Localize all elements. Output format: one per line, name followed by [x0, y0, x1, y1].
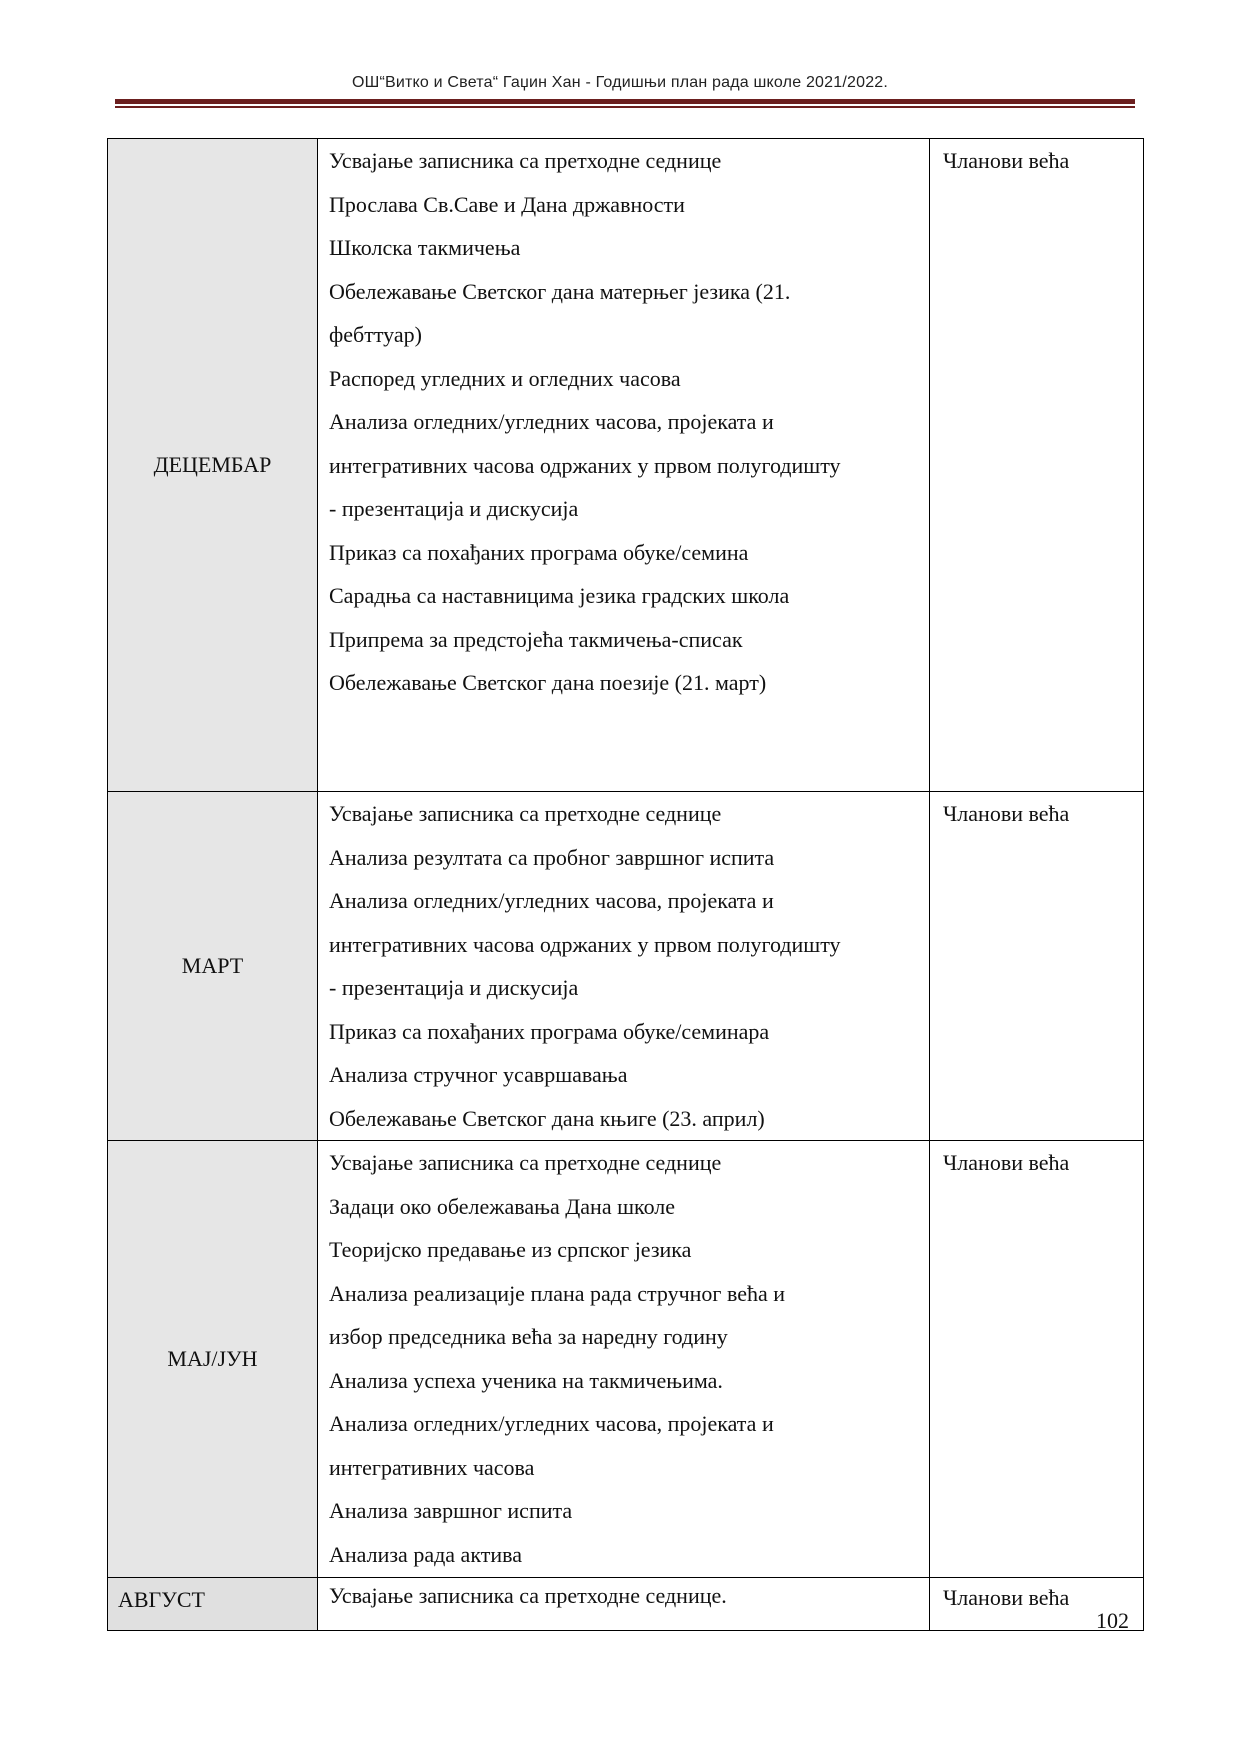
table-row: [108, 1141, 1144, 1578]
activity-item: Обележавање Светског дана књиге (23. април): [329, 1105, 765, 1131]
activity-item: Анализа рада актива: [329, 1541, 522, 1567]
activity-item: Анализа стручног усавршавања: [329, 1062, 628, 1087]
activity-item: Сарадња са наставницима језика градских школа: [329, 583, 790, 608]
members-cell: [930, 139, 1144, 792]
activity-item: Приказ са похађаних програма обуке/семина: [329, 539, 749, 565]
activities-cell: [318, 1141, 930, 1578]
activity-item: Школска такмичења: [329, 235, 521, 260]
page-number: 102: [1096, 1608, 1129, 1633]
members-cell: [930, 1141, 1144, 1578]
members-label: Чланови већа: [943, 1585, 1070, 1610]
month-cell: ДЕЦЕМБАР: [108, 139, 318, 792]
activity-item: Прослава Св.Саве и Дана државности: [329, 191, 685, 217]
activities-cell: [318, 139, 930, 792]
header-rule-thick: [115, 99, 1135, 104]
activity-item: Припрема за предстојећа такмичења-списак: [329, 626, 743, 652]
activity-item: интегративних часова одржаних у првом полугодишту: [329, 452, 841, 478]
activity-item: Анализа огледних/угледних часова, пројеката и: [329, 1411, 774, 1436]
table-row: [108, 139, 1144, 792]
activity-item: - презентација и дискусија: [329, 496, 579, 521]
activity-item: Усвајање записника са претходне седнице.: [329, 1583, 727, 1608]
header-rule-thin: [115, 106, 1135, 108]
activity-item: Анализа резултата са пробног завршног испита: [329, 844, 775, 870]
month-cell: МАЈ/ЈУН: [108, 1141, 318, 1578]
plan-table: [107, 138, 1144, 1631]
activity-item: интегративних часова одржаних у првом полугодишту: [329, 931, 841, 957]
members-cell: [930, 792, 1144, 1141]
activity-item: Обележавање Светског дана поезије (21. март): [329, 670, 767, 695]
activity-item: Усвајање записника са претходне седнице: [329, 801, 722, 826]
activity-item: Распоред угледних и огледних часова: [329, 365, 681, 391]
members-label: Чланови већа: [943, 1150, 1070, 1175]
activity-item: Анализа огледних/угледних часова, пројеката и: [329, 409, 774, 434]
activities-cell: [318, 792, 930, 1141]
activity-item: избор председника већа за наредну годину: [329, 1324, 728, 1349]
activity-item: Анализа огледних/угледних часова, пројеката и: [329, 888, 774, 913]
activity-item: Обележавање Светског дана матерњег језика (21.: [329, 278, 791, 304]
activity-item: Анализа завршног испита: [329, 1498, 573, 1523]
table-row: [108, 1578, 1144, 1631]
activity-item: фебттуар): [329, 322, 422, 347]
month-cell: МАРТ: [108, 792, 318, 1141]
activity-item: Усвајање записника са претходне седнице: [329, 148, 722, 173]
activities-cell: [318, 1578, 930, 1631]
table-row: [108, 792, 1144, 1141]
activity-item: Теоријско предавање из српског језика: [329, 1237, 692, 1262]
month-cell: АВГУСТ: [108, 1578, 318, 1631]
activity-item: Анализа успеха ученика на такмичењима.: [329, 1367, 723, 1393]
activity-item: Усвајање записника са претходне седнице: [329, 1150, 722, 1175]
members-label: Чланови већа: [943, 801, 1070, 826]
activity-item: Анализа реализације плана рада стручног већа и: [329, 1280, 786, 1306]
activity-item: Приказ са похађаних програма обуке/семинара: [329, 1018, 770, 1044]
members-label: Чланови већа: [943, 148, 1070, 173]
activity-item: Задаци око обележавања Дана школе: [329, 1193, 676, 1219]
activity-item: интегративних часова: [329, 1454, 535, 1480]
activity-item: - презентација и дискусија: [329, 975, 579, 1000]
page-header: ОШ“Витко и Света“ Гаџин Хан - Годишњи план рада школе 2021/2022.: [351, 74, 889, 91]
